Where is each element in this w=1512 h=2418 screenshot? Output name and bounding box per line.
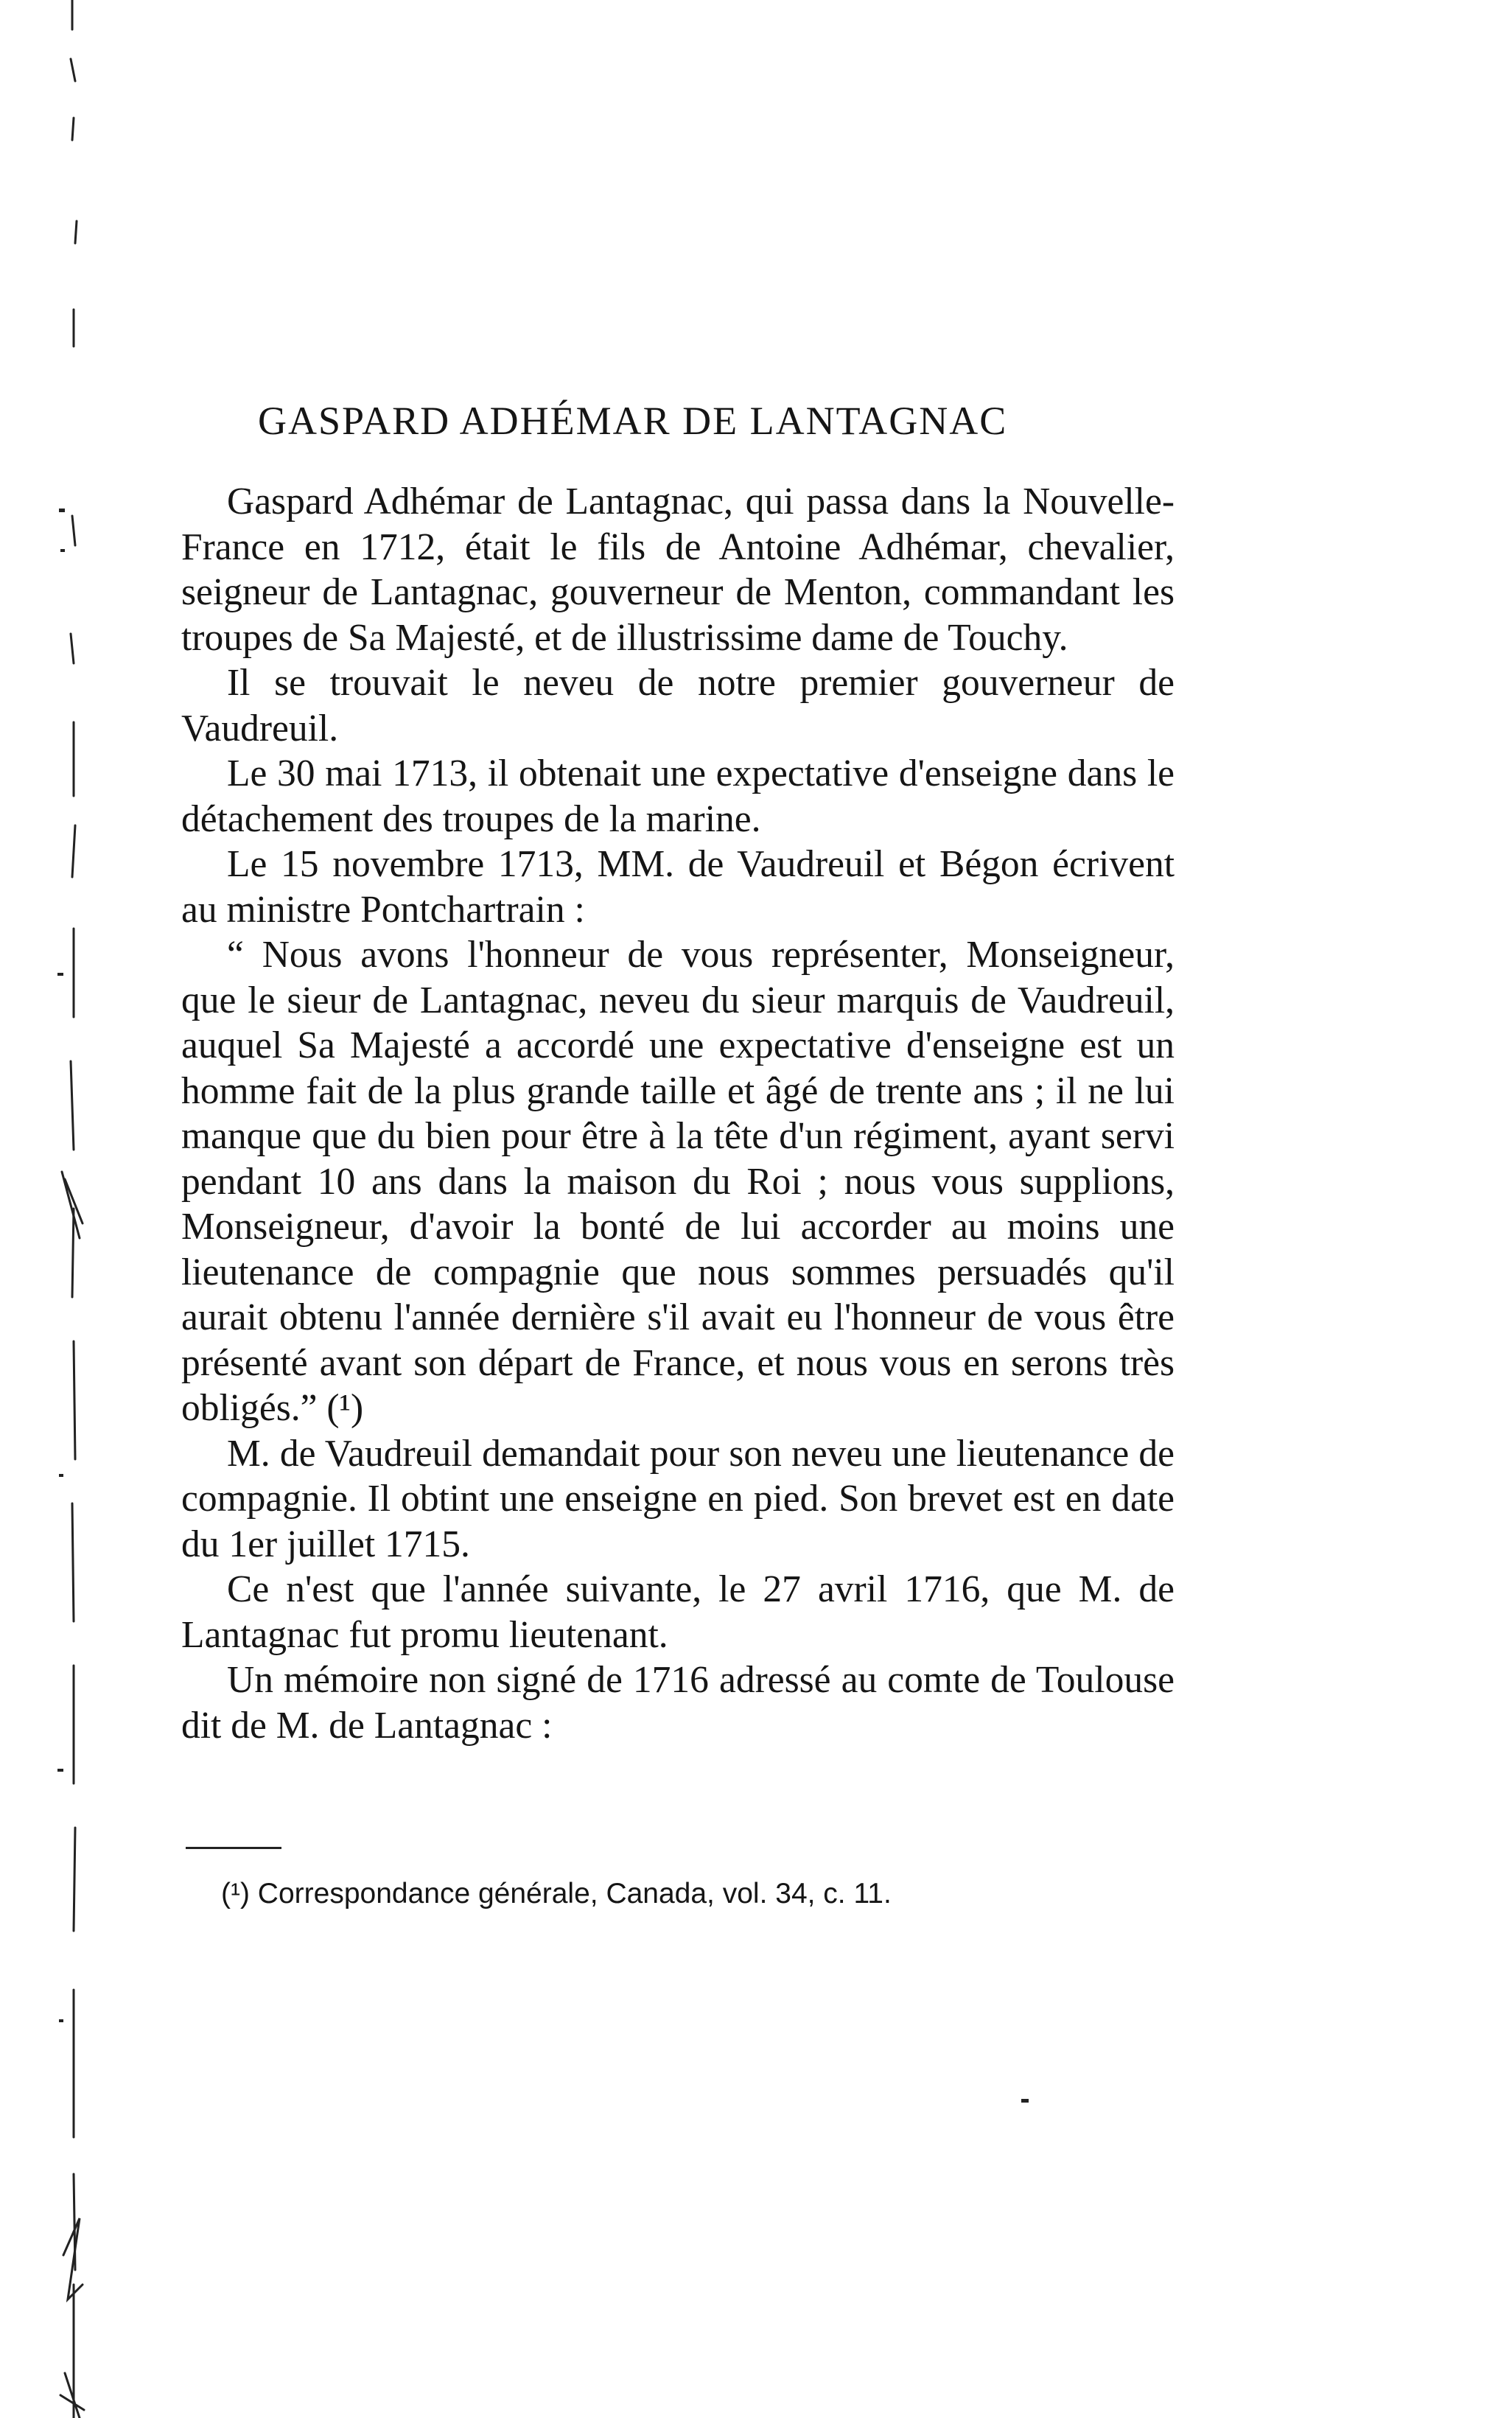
body-text [181,479,1175,1748]
quotation-paragraph: “ Nous avons l'honneur de vous représenter, Monseigneur, que le sieur de Lantagnac, neveu du sieur marquis de Vaudreuil, auquel Sa Majesté a accordé une expectative d'enseigne est un homme fait de la plus grande taille et âgé de trente ans ; il ne lui manque que du bien pour être à la tête d'un régiment, ayant servi pendant 10 ans dans la maison du Roi ; nous vous supplions, Monseigneur, d'avoir la bonté de lui accorder au moins une lieutenance de compagnie que nous sommes persuadés qu'il aurait obtenu l'année dernière s'il avait eu l'honneur de vous être présenté avant son départ de France, et nous vous en serons très obligés.” (¹) [181,934,1175,1429]
footnote-divider [186,1847,281,1849]
paragraph: Ce n'est que l'année suivante, le 27 avril 1716, que M. de Lantagnac fut promu lieutenant. [181,1568,1175,1656]
paragraph: Le 30 mai 1713, il obtenait une expectative d'enseigne dans le détachement des troupes de la marine. [181,752,1175,840]
chapter-title: GASPARD ADHÉMAR DE LANTAGNAC [258,399,1008,443]
binding-gutter [57,0,87,2418]
paragraph: M. de Vaudreuil demandait pour son neveu une lieutenance de compagnie. Il obtint une enseigne en pied. Son brevet est en date du 1er juillet 1715. [181,1432,1175,1565]
gutter-marks [57,0,87,2418]
paragraph: Le 15 novembre 1713, MM. de Vaudreuil et Bégon écrivent au ministre Pontchartrain : [181,843,1175,931]
scan-speck [1021,2099,1029,2103]
paragraph: Un mémoire non signé de 1716 adressé au comte de Toulouse dit de M. de Lantagnac : [181,1659,1175,1747]
footnote: (¹) Correspondance générale, Canada, vol. 34, c. 11. [221,1878,892,1909]
paragraph: Il se trouvait le neveu de notre premier gouverneur de Vaudreuil. [181,662,1175,749]
paragraph: Gaspard Adhémar de Lantagnac, qui passa dans la Nouvelle-France en 1712, était le fils de Antoine Adhémar, chevalier, seigneur de Lantagnac, gouverneur de Menton, commandant les troupes de Sa Majesté, et de illustrissime dame de Touchy. [181,481,1175,659]
